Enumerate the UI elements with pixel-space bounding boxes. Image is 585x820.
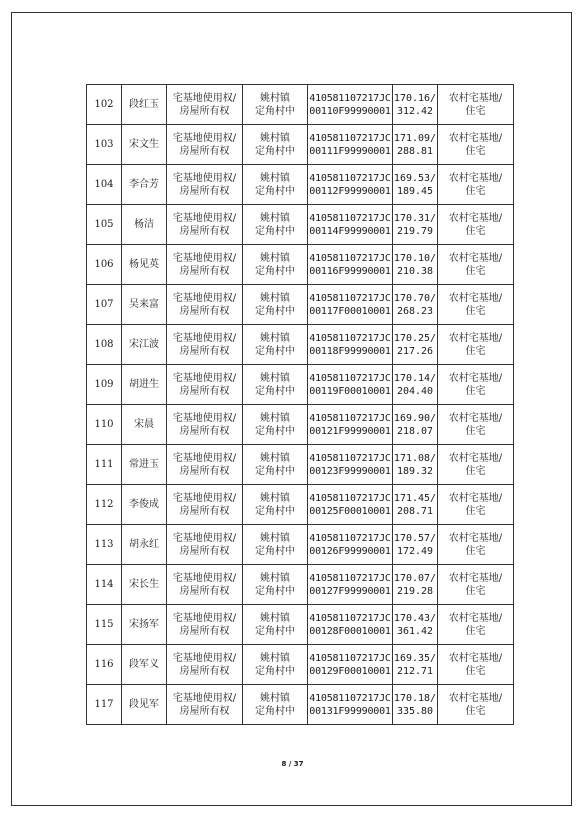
cell-number: 110 <box>87 405 122 445</box>
cell-area <box>393 205 438 245</box>
cell-number: 115 <box>87 605 122 645</box>
cell-area-line: 189.32 <box>396 465 434 477</box>
table-row <box>87 125 514 165</box>
cell-right-type-line: 宅基地使用权/ <box>172 332 237 344</box>
cell-right-type-line: 房屋所有权 <box>179 145 230 157</box>
cell-right-type-line: 房屋所有权 <box>179 625 230 637</box>
cell-area-line: 170.57/ <box>393 532 437 544</box>
cell-area-line: 204.40 <box>396 385 434 397</box>
cell-area-line: 170.70/ <box>393 292 437 304</box>
cell-area-line: 210.38 <box>396 265 434 277</box>
cell-right-type-line: 宅基地使用权/ <box>172 492 237 504</box>
cell-location-line: 姚村镇 <box>260 412 290 424</box>
cell-unit-code-line: 00112F99990001 <box>309 185 391 197</box>
cell-location-line: 定角村中 <box>255 105 295 117</box>
cell-location-line: 姚村镇 <box>260 612 290 624</box>
cell-usage <box>438 485 514 525</box>
cell-area <box>393 85 438 125</box>
cell-area-line: 170.07/ <box>393 572 437 584</box>
cell-usage-line: 住宅 <box>465 705 486 717</box>
cell-right-type <box>167 405 243 445</box>
cell-area-line: 218.07 <box>396 425 434 437</box>
cell-number: 108 <box>87 325 122 365</box>
table-row <box>87 245 514 285</box>
cell-owner-name: 李合芳 <box>122 165 167 205</box>
cell-right-type <box>167 85 243 125</box>
cell-right-type <box>167 445 243 485</box>
cell-unit-code-line: 410581107217JC <box>309 652 391 664</box>
cell-unit-code-line: 410581107217JC <box>309 492 391 504</box>
cell-right-type-line: 房屋所有权 <box>179 465 230 477</box>
cell-location <box>243 85 308 125</box>
cell-number: 107 <box>87 285 122 325</box>
cell-usage-line: 住宅 <box>465 185 486 197</box>
cell-usage-line: 农村宅基地/ <box>448 212 503 224</box>
cell-unit-code-line: 410581107217JC <box>309 172 391 184</box>
cell-area <box>393 525 438 565</box>
cell-right-type-line: 房屋所有权 <box>179 265 230 277</box>
cell-location-line: 姚村镇 <box>260 652 290 664</box>
cell-right-type <box>167 205 243 245</box>
cell-area-line: 170.31/ <box>393 212 437 224</box>
cell-right-type <box>167 125 243 165</box>
cell-area <box>393 285 438 325</box>
cell-owner-name: 常进玉 <box>122 445 167 485</box>
cell-right-type-line: 宅基地使用权/ <box>172 132 237 144</box>
cell-unit-code-line: 410581107217JC <box>309 452 391 464</box>
cell-unit-code-line: 410581107217JC <box>309 612 391 624</box>
cell-location <box>243 525 308 565</box>
table-row <box>87 565 514 605</box>
table-row <box>87 525 514 565</box>
cell-unit-code <box>308 205 393 245</box>
cell-number: 112 <box>87 485 122 525</box>
cell-right-type-line: 房屋所有权 <box>179 345 230 357</box>
cell-owner-name: 杨洁 <box>122 205 167 245</box>
cell-unit-code <box>308 85 393 125</box>
cell-unit-code <box>308 645 393 685</box>
cell-right-type-line: 宅基地使用权/ <box>172 612 237 624</box>
cell-location <box>243 685 308 725</box>
cell-number: 114 <box>87 565 122 605</box>
cell-owner-name: 胡进生 <box>122 365 167 405</box>
cell-usage-line: 住宅 <box>465 545 486 557</box>
cell-right-type-line: 房屋所有权 <box>179 665 230 677</box>
records-table <box>86 84 514 725</box>
cell-location-line: 定角村中 <box>255 385 295 397</box>
cell-usage <box>438 125 514 165</box>
cell-area-line: 172.49 <box>396 545 434 557</box>
records-table-body <box>87 85 514 725</box>
cell-area-line: 169.90/ <box>393 412 437 424</box>
cell-area-line: 288.81 <box>396 145 434 157</box>
cell-location-line: 姚村镇 <box>260 532 290 544</box>
cell-location <box>243 205 308 245</box>
cell-usage-line: 农村宅基地/ <box>448 692 503 704</box>
cell-right-type-line: 宅基地使用权/ <box>172 572 237 584</box>
table-row <box>87 165 514 205</box>
cell-usage <box>438 685 514 725</box>
cell-location-line: 姚村镇 <box>260 452 290 464</box>
cell-area <box>393 565 438 605</box>
cell-usage <box>438 365 514 405</box>
table-row <box>87 205 514 245</box>
cell-location-line: 姚村镇 <box>260 492 290 504</box>
cell-right-type-line: 宅基地使用权/ <box>172 292 237 304</box>
cell-right-type-line: 房屋所有权 <box>179 425 230 437</box>
cell-location-line: 定角村中 <box>255 185 295 197</box>
cell-usage-line: 住宅 <box>465 265 486 277</box>
cell-area-line: 219.28 <box>396 585 434 597</box>
cell-right-type-line: 宅基地使用权/ <box>172 252 237 264</box>
cell-unit-code <box>308 125 393 165</box>
cell-area <box>393 125 438 165</box>
cell-owner-name: 宋江波 <box>122 325 167 365</box>
cell-unit-code-line: 410581107217JC <box>309 292 391 304</box>
cell-location <box>243 485 308 525</box>
cell-location-line: 定角村中 <box>255 225 295 237</box>
table-row <box>87 405 514 445</box>
cell-location-line: 姚村镇 <box>260 372 290 384</box>
cell-usage-line: 住宅 <box>465 105 486 117</box>
table-row <box>87 285 514 325</box>
cell-usage-line: 农村宅基地/ <box>448 92 503 104</box>
cell-unit-code-line: 410581107217JC <box>309 332 391 344</box>
cell-unit-code <box>308 325 393 365</box>
cell-unit-code-line: 00126F99990001 <box>309 545 391 557</box>
cell-right-type-line: 宅基地使用权/ <box>172 692 237 704</box>
cell-location-line: 定角村中 <box>255 505 295 517</box>
cell-unit-code-line: 00118F99990001 <box>309 345 391 357</box>
cell-unit-code-line: 00110F99990001 <box>309 105 391 117</box>
table-row <box>87 85 514 125</box>
cell-unit-code-line: 00121F99990001 <box>309 425 391 437</box>
cell-area-line: 208.71 <box>396 505 434 517</box>
cell-right-type-line: 宅基地使用权/ <box>172 372 237 384</box>
cell-area-line: 170.14/ <box>393 372 437 384</box>
cell-usage-line: 住宅 <box>465 305 486 317</box>
cell-area-line: 170.43/ <box>393 612 437 624</box>
cell-unit-code-line: 410581107217JC <box>309 132 391 144</box>
cell-unit-code-line: 00123F99990001 <box>309 465 391 477</box>
cell-unit-code-line: 410581107217JC <box>309 532 391 544</box>
cell-owner-name: 胡永红 <box>122 525 167 565</box>
cell-usage <box>438 405 514 445</box>
cell-usage <box>438 565 514 605</box>
cell-area-line: 219.79 <box>396 225 434 237</box>
cell-usage <box>438 645 514 685</box>
cell-owner-name: 吴来富 <box>122 285 167 325</box>
cell-location-line: 姚村镇 <box>260 212 290 224</box>
cell-location-line: 定角村中 <box>255 465 295 477</box>
cell-area-line: 170.25/ <box>393 332 437 344</box>
cell-number: 116 <box>87 645 122 685</box>
cell-unit-code <box>308 245 393 285</box>
cell-right-type-line: 房屋所有权 <box>179 545 230 557</box>
cell-right-type <box>167 245 243 285</box>
cell-unit-code-line: 410581107217JC <box>309 212 391 224</box>
cell-owner-name: 段红玉 <box>122 85 167 125</box>
cell-location-line: 定角村中 <box>255 345 295 357</box>
cell-area-line: 312.42 <box>396 105 434 117</box>
cell-unit-code-line: 00111F99990001 <box>309 145 391 157</box>
cell-owner-name: 宋晨 <box>122 405 167 445</box>
cell-location-line: 定角村中 <box>255 425 295 437</box>
cell-location <box>243 565 308 605</box>
cell-area <box>393 685 438 725</box>
cell-number: 106 <box>87 245 122 285</box>
cell-area-line: 217.26 <box>396 345 434 357</box>
cell-right-type-line: 宅基地使用权/ <box>172 652 237 664</box>
table-row <box>87 485 514 525</box>
cell-area-line: 169.53/ <box>393 172 437 184</box>
cell-owner-name: 宋扬军 <box>122 605 167 645</box>
cell-location-line: 姚村镇 <box>260 252 290 264</box>
cell-location-line: 姚村镇 <box>260 572 290 584</box>
cell-usage-line: 住宅 <box>465 345 486 357</box>
cell-area-line: 171.08/ <box>393 452 437 464</box>
cell-usage-line: 农村宅基地/ <box>448 612 503 624</box>
cell-area-line: 170.18/ <box>393 692 437 704</box>
cell-location <box>243 445 308 485</box>
cell-number: 111 <box>87 445 122 485</box>
cell-area <box>393 245 438 285</box>
cell-usage <box>438 205 514 245</box>
cell-right-type-line: 房屋所有权 <box>179 585 230 597</box>
table-row <box>87 645 514 685</box>
cell-location-line: 姚村镇 <box>260 92 290 104</box>
cell-unit-code-line: 410581107217JC <box>309 572 391 584</box>
cell-area <box>393 445 438 485</box>
cell-usage-line: 住宅 <box>465 385 486 397</box>
cell-number: 104 <box>87 165 122 205</box>
cell-right-type <box>167 525 243 565</box>
cell-unit-code <box>308 405 393 445</box>
cell-area <box>393 485 438 525</box>
cell-usage-line: 住宅 <box>465 585 486 597</box>
cell-right-type-line: 宅基地使用权/ <box>172 412 237 424</box>
cell-usage <box>438 165 514 205</box>
cell-area-line: 335.80 <box>396 705 434 717</box>
cell-location-line: 定角村中 <box>255 705 295 717</box>
cell-unit-code-line: 410581107217JC <box>309 92 391 104</box>
cell-unit-code-line: 00125F00010001 <box>309 505 391 517</box>
cell-area <box>393 405 438 445</box>
cell-location-line: 定角村中 <box>255 145 295 157</box>
cell-usage-line: 住宅 <box>465 625 486 637</box>
cell-usage-line: 农村宅基地/ <box>448 292 503 304</box>
cell-area-line: 268.23 <box>396 305 434 317</box>
cell-right-type-line: 房屋所有权 <box>179 105 230 117</box>
cell-right-type <box>167 165 243 205</box>
cell-location <box>243 165 308 205</box>
cell-right-type <box>167 285 243 325</box>
cell-right-type-line: 宅基地使用权/ <box>172 172 237 184</box>
cell-right-type <box>167 365 243 405</box>
cell-area-line: 169.35/ <box>393 652 437 664</box>
cell-number: 117 <box>87 685 122 725</box>
cell-usage-line: 农村宅基地/ <box>448 172 503 184</box>
cell-location-line: 定角村中 <box>255 665 295 677</box>
cell-usage <box>438 245 514 285</box>
cell-right-type-line: 房屋所有权 <box>179 505 230 517</box>
cell-right-type-line: 房屋所有权 <box>179 185 230 197</box>
table-row <box>87 325 514 365</box>
cell-owner-name: 段军义 <box>122 645 167 685</box>
cell-location-line: 定角村中 <box>255 625 295 637</box>
cell-area <box>393 365 438 405</box>
cell-area-line: 189.45 <box>396 185 434 197</box>
cell-unit-code <box>308 605 393 645</box>
cell-right-type-line: 宅基地使用权/ <box>172 212 237 224</box>
cell-unit-code <box>308 365 393 405</box>
cell-area-line: 212.71 <box>396 665 434 677</box>
cell-unit-code-line: 410581107217JC <box>309 412 391 424</box>
cell-unit-code <box>308 685 393 725</box>
cell-usage <box>438 285 514 325</box>
cell-location-line: 姚村镇 <box>260 332 290 344</box>
cell-usage-line: 农村宅基地/ <box>448 252 503 264</box>
cell-usage-line: 农村宅基地/ <box>448 652 503 664</box>
cell-number: 103 <box>87 125 122 165</box>
page-number: 8 / 37 <box>281 760 304 768</box>
cell-unit-code-line: 00128F00010001 <box>309 625 391 637</box>
cell-unit-code-line: 410581107217JC <box>309 252 391 264</box>
cell-location-line: 定角村中 <box>255 265 295 277</box>
cell-usage-line: 农村宅基地/ <box>448 132 503 144</box>
cell-unit-code <box>308 285 393 325</box>
table-row <box>87 685 514 725</box>
table-row <box>87 445 514 485</box>
cell-usage <box>438 325 514 365</box>
cell-usage-line: 农村宅基地/ <box>448 492 503 504</box>
cell-area <box>393 165 438 205</box>
cell-location <box>243 405 308 445</box>
cell-usage <box>438 85 514 125</box>
cell-usage-line: 农村宅基地/ <box>448 572 503 584</box>
cell-owner-name: 宋长生 <box>122 565 167 605</box>
cell-location-line: 姚村镇 <box>260 292 290 304</box>
cell-usage-line: 住宅 <box>465 425 486 437</box>
cell-area <box>393 645 438 685</box>
cell-right-type-line: 房屋所有权 <box>179 305 230 317</box>
cell-usage-line: 农村宅基地/ <box>448 532 503 544</box>
cell-location <box>243 285 308 325</box>
table-row <box>87 605 514 645</box>
cell-location <box>243 325 308 365</box>
cell-right-type <box>167 565 243 605</box>
cell-usage-line: 住宅 <box>465 225 486 237</box>
cell-usage-line: 住宅 <box>465 665 486 677</box>
cell-unit-code <box>308 565 393 605</box>
cell-owner-name: 宋文生 <box>122 125 167 165</box>
cell-right-type-line: 房屋所有权 <box>179 385 230 397</box>
cell-usage-line: 住宅 <box>465 505 486 517</box>
cell-right-type <box>167 605 243 645</box>
cell-unit-code <box>308 485 393 525</box>
cell-right-type-line: 房屋所有权 <box>179 225 230 237</box>
cell-location-line: 姚村镇 <box>260 132 290 144</box>
cell-right-type <box>167 685 243 725</box>
cell-unit-code-line: 410581107217JC <box>309 692 391 704</box>
cell-location <box>243 605 308 645</box>
cell-owner-name: 段见军 <box>122 685 167 725</box>
cell-right-type-line: 宅基地使用权/ <box>172 532 237 544</box>
cell-usage-line: 农村宅基地/ <box>448 332 503 344</box>
cell-location-line: 定角村中 <box>255 305 295 317</box>
cell-usage-line: 住宅 <box>465 145 486 157</box>
cell-owner-name: 杨见英 <box>122 245 167 285</box>
cell-unit-code-line: 00117F00010001 <box>309 305 391 317</box>
cell-number: 105 <box>87 205 122 245</box>
cell-unit-code-line: 00116F99990001 <box>309 265 391 277</box>
cell-area-line: 170.16/ <box>393 92 437 104</box>
cell-usage <box>438 605 514 645</box>
cell-location-line: 定角村中 <box>255 585 295 597</box>
table-row <box>87 365 514 405</box>
cell-unit-code-line: 00129F00010001 <box>309 665 391 677</box>
cell-area <box>393 325 438 365</box>
cell-number: 102 <box>87 85 122 125</box>
cell-right-type <box>167 325 243 365</box>
cell-owner-name: 李俊成 <box>122 485 167 525</box>
cell-number: 113 <box>87 525 122 565</box>
cell-usage <box>438 525 514 565</box>
cell-unit-code <box>308 525 393 565</box>
cell-unit-code-line: 00131F99990001 <box>309 705 391 717</box>
cell-unit-code-line: 00114F99990001 <box>309 225 391 237</box>
cell-area-line: 171.45/ <box>393 492 437 504</box>
cell-area-line: 171.09/ <box>393 132 437 144</box>
cell-right-type-line: 宅基地使用权/ <box>172 452 237 464</box>
cell-area-line: 361.42 <box>396 625 434 637</box>
cell-location <box>243 125 308 165</box>
cell-right-type <box>167 485 243 525</box>
cell-right-type-line: 房屋所有权 <box>179 705 230 717</box>
cell-area-line: 170.10/ <box>393 252 437 264</box>
cell-usage-line: 农村宅基地/ <box>448 412 503 424</box>
cell-unit-code-line: 410581107217JC <box>309 372 391 384</box>
cell-area <box>393 605 438 645</box>
cell-location <box>243 645 308 685</box>
cell-location-line: 定角村中 <box>255 545 295 557</box>
cell-usage-line: 农村宅基地/ <box>448 372 503 384</box>
cell-unit-code <box>308 445 393 485</box>
cell-location-line: 姚村镇 <box>260 172 290 184</box>
cell-right-type <box>167 645 243 685</box>
cell-unit-code-line: 00127F99990001 <box>309 585 391 597</box>
cell-right-type-line: 宅基地使用权/ <box>172 92 237 104</box>
cell-usage-line: 住宅 <box>465 465 486 477</box>
cell-number: 109 <box>87 365 122 405</box>
cell-unit-code <box>308 165 393 205</box>
cell-usage <box>438 445 514 485</box>
cell-location <box>243 245 308 285</box>
cell-unit-code-line: 00119F00010001 <box>309 385 391 397</box>
cell-location <box>243 365 308 405</box>
cell-location-line: 姚村镇 <box>260 692 290 704</box>
cell-usage-line: 农村宅基地/ <box>448 452 503 464</box>
